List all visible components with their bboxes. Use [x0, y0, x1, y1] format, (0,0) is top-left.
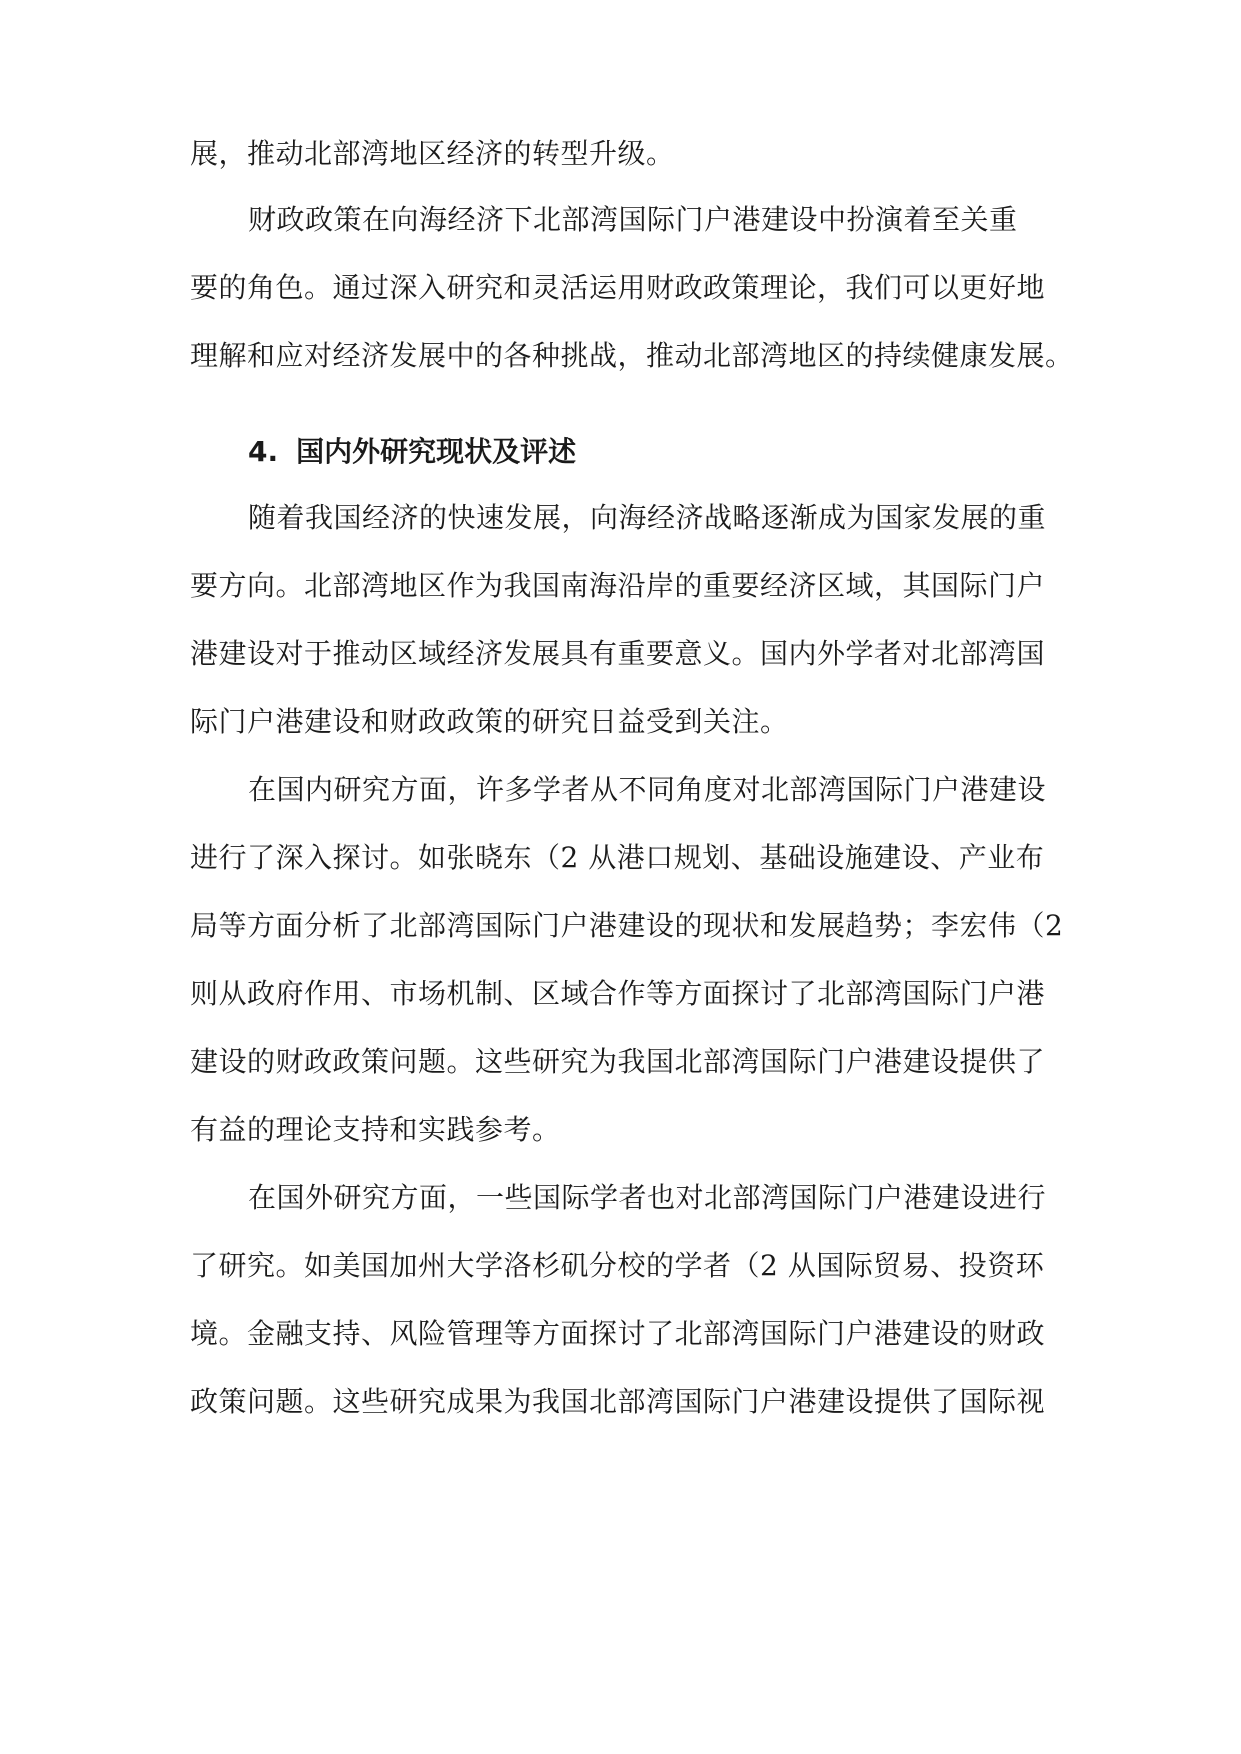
text-line: 则从政府作用、市场机制、区域合作等方面探讨了北部湾国际门户港: [190, 977, 1046, 1010]
text-line: 在国外研究方面，一些国际学者也对北部湾国际门户港建设进行: [248, 1181, 1047, 1214]
text-line: 政策问题。这些研究成果为我国北部湾国际门户港建设提供了国际视: [190, 1385, 1046, 1418]
text-line: 随着我国经济的快速发展，向海经济战略逐渐成为国家发展的重: [248, 501, 1047, 534]
text-line: 要方向。北部湾地区作为我国南海沿岸的重要经济区域，其国际门户: [190, 569, 1046, 602]
text-line: 港建设对于推动区域经济发展具有重要意义。国内外学者对北部湾国: [190, 637, 1046, 670]
text-line: 财政政策在向海经济下北部湾国际门户港建设中扮演着至关重: [248, 203, 1018, 236]
text-line: 进行了深入探讨。如张晓东（2 从港口规划、基础设施建设、产业布: [190, 841, 1045, 874]
section-title: 国内外研究现状及评述: [296, 435, 577, 468]
text-line: 建设的财政政策问题。这些研究为我国北部湾国际门户港建设提供了: [190, 1045, 1046, 1078]
text-line: 了研究。如美国加州大学洛杉矶分校的学者（2 从国际贸易、投资环: [190, 1249, 1045, 1282]
text-line: 局等方面分析了北部湾国际门户港建设的现状和发展趋势；李宏伟（2: [190, 909, 1064, 942]
section-heading: [248, 432, 576, 472]
text-line: 要的角色。通过深入研究和灵活运用财政政策理论，我们可以更好地: [190, 271, 1046, 304]
text-line: 理解和应对经济发展中的各种挑战，推动北部湾地区的持续健康发展。: [190, 339, 1074, 372]
text-line: 境。金融支持、风险管理等方面探讨了北部湾国际门户港建设的财政: [190, 1317, 1046, 1350]
text-line: 展，推动北部湾地区经济的转型升级。: [190, 137, 675, 170]
section-number: 4.: [248, 435, 279, 468]
text-line: 有益的理论支持和实践参考。: [190, 1113, 561, 1146]
text-line: 在国内研究方面，许多学者从不同角度对北部湾国际门户港建设: [248, 773, 1047, 806]
text-line: 际门户港建设和财政政策的研究日益受到关注。: [190, 705, 789, 738]
